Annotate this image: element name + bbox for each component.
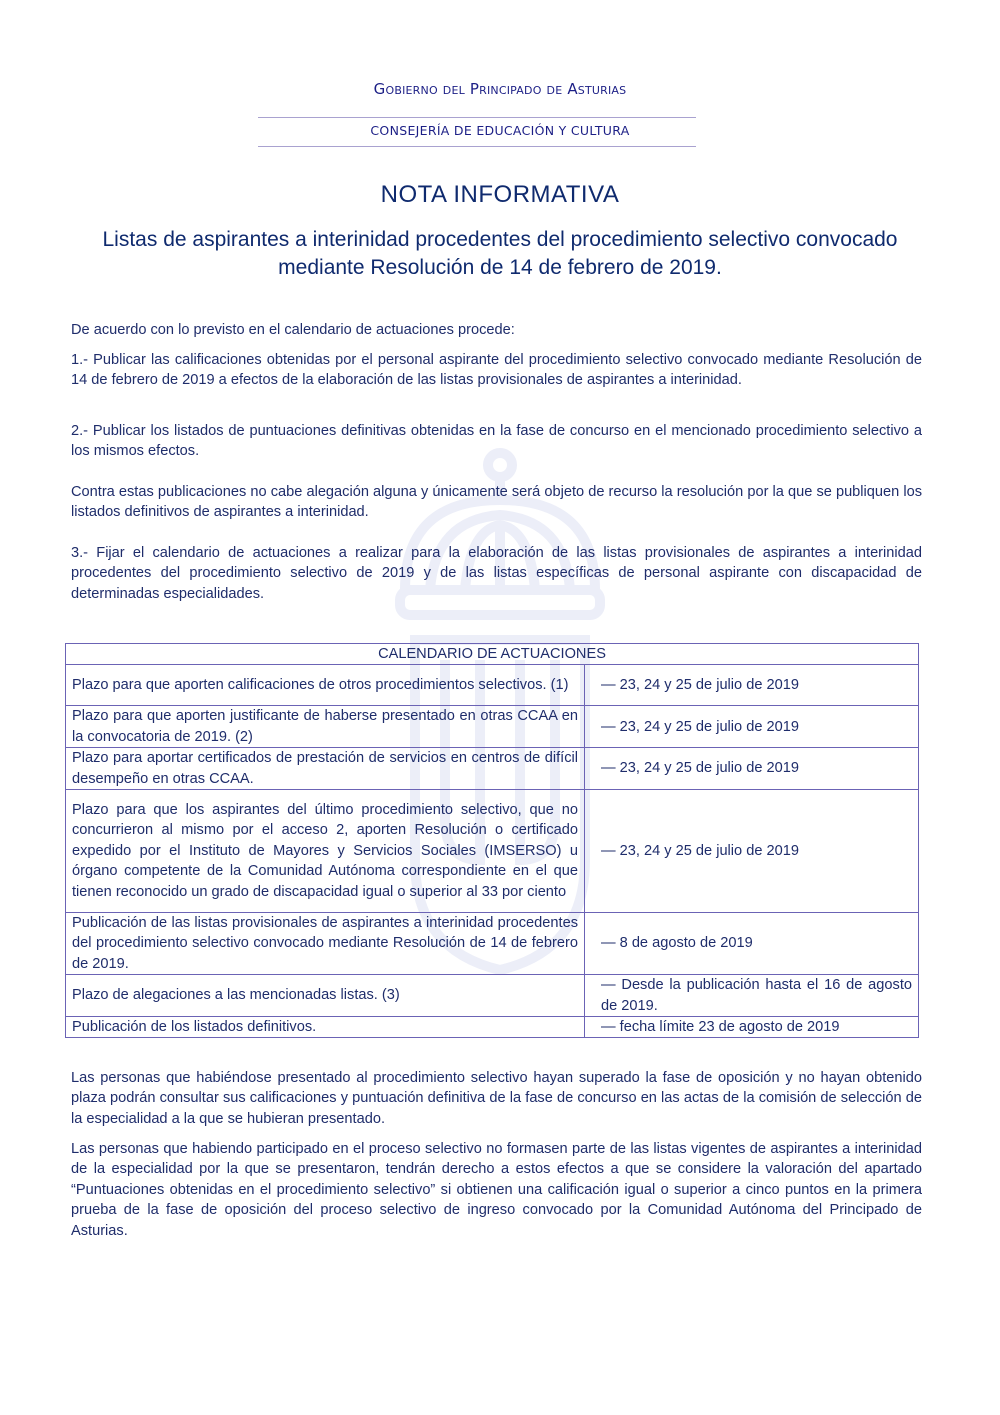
date-cell: — 23, 24 y 25 de julio de 2019 — [585, 706, 919, 748]
point-1-paragraph — [71, 350, 922, 391]
date-cell: — fecha límite 23 de agosto de 2019 — [585, 1017, 919, 1038]
date-cell: — 8 de agosto de 2019 — [585, 913, 919, 975]
closing-text-1: Las personas que habiéndose presentado al procedimiento selectivo hayan superado la fase de oposición y no hayan obtenido plaza podrán consultar sus calificaciones y puntuación definitiva de la fase de concurso en las actas de la comisión de selección de la especialidad a la que se hubieran presentado. — [71, 1070, 922, 1127]
intro-paragraph — [71, 320, 922, 340]
closing-paragraph-1 — [71, 1068, 922, 1129]
closing-text-2: Las personas que habiendo participado en el proceso selectivo no formasen parte de las listas vigentes de aspirantes a interinidad de la especialidad por la que se presentaron, tendrán derecho a estos efectos a que se considere la valoración del apartado “Puntuaciones obtenidas en el procedimiento selectivo” si obtienen una calificación igual o superior a cinco puntos en la primera prueba de la fase de oposición del proceso selectivo de ingreso convocado por la Comunidad Autónoma del Principado de Asturias. — [71, 1141, 922, 1239]
date-cell: — 23, 24 y 25 de julio de 2019 — [585, 665, 919, 706]
table-row — [66, 975, 919, 1017]
action-cell: Plazo para aportar certificados de prestación de servicios en centros de difícil desempeño en otras CCAA. — [66, 748, 585, 790]
table-row — [66, 665, 919, 706]
action-cell: Plazo de alegaciones a las mencionadas listas. (3) — [66, 975, 585, 1017]
point-1-text: 1.- Publicar las calificaciones obtenidas por el personal aspirante del procedimiento selectivo convocado mediante Resolución de 14 de febrero de 2019 a efectos de la elaboración de las listas provisionales de aspirantes a interinidad. — [71, 352, 922, 389]
document-title: NOTA INFORMATIVA — [380, 181, 620, 208]
table-row — [66, 790, 919, 913]
point-3-paragraph — [71, 543, 922, 604]
point-2-paragraph — [71, 421, 922, 462]
appeal-note-paragraph — [71, 482, 922, 523]
table-row — [66, 913, 919, 975]
appeal-note-text: Contra estas publicaciones no cabe alegación alguna y únicamente será objeto de recurso la resolución por la que se publiquen los listados definitivos de aspirantes a interinidad. — [71, 484, 922, 521]
intro-text: De acuerdo con lo previsto en el calendario de actuaciones procede: — [71, 322, 515, 338]
point-2-text: 2.- Publicar los listados de puntuaciones definitivas obtenidas en la fase de concurso en el mencionado procedimiento selectivo a los mismos efectos. — [71, 423, 922, 460]
date-cell: — 23, 24 y 25 de julio de 2019 — [585, 748, 919, 790]
header-divider-bottom — [258, 146, 696, 147]
table-row — [66, 1017, 919, 1038]
action-cell: Plazo para que los aspirantes del último procedimiento selectivo, que no concurrieron al mismo por el acceso 2, aporten Resolución o certificado expedido por el Instituto de Mayores y Servicios Sociales (IMSERSO) u órgano competente de la Comunidad Autónoma correspondiente en el que tienen reconocido un grado de discapacidad igual o superior al 33 por ciento — [66, 790, 585, 913]
calendar-table — [65, 643, 919, 1038]
government-name: Gobierno del Principado de Asturias — [373, 80, 627, 98]
action-cell: Publicación de las listas provisionales de aspirantes a interinidad procedentes del procedimiento selectivo convocado mediante Resolución de 14 de febrero de 2019. — [66, 913, 585, 975]
closing-paragraph-2 — [71, 1139, 922, 1241]
date-cell: — 23, 24 y 25 de julio de 2019 — [585, 790, 919, 913]
date-cell: — Desde la publicación hasta el 16 de agosto de 2019. — [585, 975, 919, 1017]
document-subtitle: Listas de aspirantes a interinidad procedentes del procedimiento selectivo convocado mediante Resolución de 14 de febrero de 2019. — [102, 228, 898, 279]
table-row — [66, 748, 919, 790]
calendar-header-row — [66, 644, 919, 665]
calendar-heading: CALENDARIO DE ACTUACIONES — [66, 644, 919, 665]
action-cell: Plazo para que aporten calificaciones de otros procedimientos selectivos. (1) — [66, 665, 585, 706]
point-3-text: 3.- Fijar el calendario de actuaciones a realizar para la elaboración de las listas provisionales de aspirantes a interinidad procedentes del procedimiento selectivo de 2019 y de las listas específicas de personal aspirante con discapacidad de determinadas especialidades. — [71, 545, 922, 602]
action-cell: Plazo para que aporten justificante de haberse presentado en otras CCAA en la convocatoria de 2019. (2) — [66, 706, 585, 748]
department-name: CONSEJERÍA DE EDUCACIÓN Y CULTURA — [370, 123, 630, 138]
header-divider-top — [258, 117, 696, 118]
table-row — [66, 706, 919, 748]
action-cell: Publicación de los listados definitivos. — [66, 1017, 585, 1038]
